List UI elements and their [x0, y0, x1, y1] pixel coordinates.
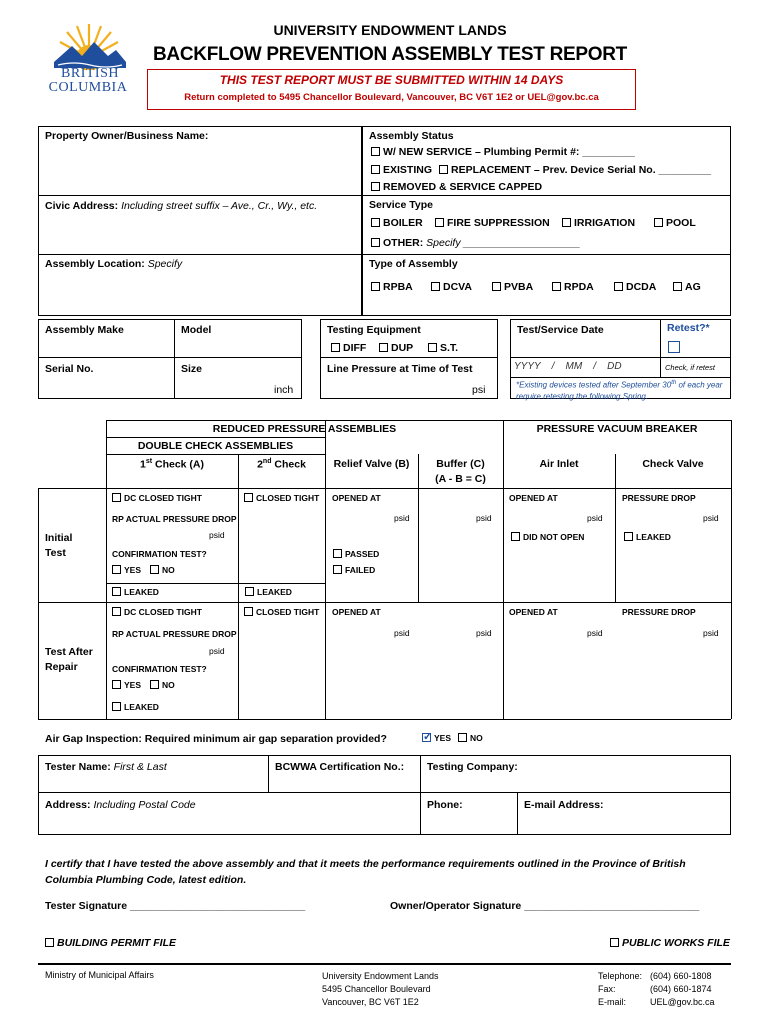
public-works-file[interactable]: PUBLIC WORKS FILE — [610, 937, 730, 949]
initial-check-psid: psid — [703, 513, 719, 523]
checkbox-icon — [112, 493, 121, 502]
checkbox-icon — [331, 343, 340, 352]
service-type-label: Service Type — [369, 199, 434, 211]
owner-name-label[interactable]: Property Owner/Business Name: — [45, 130, 209, 142]
air-gap-yes[interactable]: ✓ YES — [422, 733, 451, 743]
assembly-location-label: Assembly Location: — [45, 258, 145, 270]
owner-box — [38, 126, 362, 316]
email-field[interactable]: E-mail Address: — [524, 799, 604, 811]
type-rpba[interactable]: RPBA — [371, 281, 413, 293]
dup-option[interactable]: DUP — [379, 342, 413, 354]
certification-field[interactable]: BCWWA Certification No.: — [275, 761, 405, 773]
initial-did-not-open[interactable]: DID NOT OPEN — [511, 532, 584, 542]
removed-option[interactable]: REMOVED & SERVICE CAPPED — [371, 181, 542, 193]
return-address-notice: Return completed to 5495 Chancellor Boulevard, Vancouver, BC V6T 1E2 or UEL@gov.bc.ca — [184, 92, 599, 103]
line-pressure-unit: psi — [472, 384, 486, 396]
checkbox-icon — [435, 218, 444, 227]
org-name: UNIVERSITY ENDOWMENT LANDS — [273, 22, 507, 38]
checkbox-icon — [654, 218, 663, 227]
initial-air-psid: psid — [587, 513, 603, 523]
repair-buffer-psid: psid — [476, 628, 492, 638]
rp-header: REDUCED PRESSURE ASSEMBLIES — [212, 423, 397, 435]
dc-header: DOUBLE CHECK ASSEMBLIES — [137, 440, 294, 452]
repair-relief-psid: psid — [394, 628, 410, 638]
buffer-header: Buffer (C) — [436, 458, 485, 470]
phone-field[interactable]: Phone: — [427, 799, 463, 811]
initial-closed-tight[interactable]: CLOSED TIGHT — [244, 493, 319, 503]
retest-checkbox[interactable] — [668, 341, 680, 356]
check-if-retest: Check, if retest — [665, 363, 716, 372]
repair-relief-opened-at[interactable]: OPENED AT — [332, 607, 381, 617]
checkbox-icon — [492, 282, 501, 291]
checkbox-icon — [511, 532, 520, 541]
checkbox-icon — [371, 182, 380, 191]
date-format[interactable]: YYYY / MM / DD — [514, 361, 622, 372]
boiler-option[interactable]: BOILER — [371, 217, 423, 229]
repair-rp-psid: psid — [209, 646, 225, 656]
repair-confirm-yes[interactable]: YES — [112, 680, 141, 690]
size-label[interactable]: Size — [181, 363, 203, 375]
checkbox-icon — [112, 680, 121, 689]
initial-relief-failed[interactable]: FAILED — [333, 565, 375, 575]
relief-valve-header: Relief Valve (B) — [333, 458, 410, 470]
initial-relief-opened-at[interactable]: OPENED AT — [332, 493, 381, 503]
checkbox-icon — [244, 493, 253, 502]
assembly-status-label: Assembly Status — [369, 130, 454, 142]
initial-confirm-yes[interactable]: YES — [112, 565, 141, 575]
checkbox-icon — [371, 282, 380, 291]
testing-company-field[interactable]: Testing Company: — [427, 761, 518, 773]
existing-option[interactable]: EXISTING — [371, 164, 432, 176]
bc-logo — [44, 22, 134, 100]
st-option[interactable]: S.T. — [428, 342, 458, 354]
civic-address-field[interactable] — [45, 200, 317, 212]
initial-dc-closed-tight[interactable]: DC CLOSED TIGHT — [112, 493, 202, 503]
checkbox-icon — [431, 282, 440, 291]
retest-note: *Existing devices tested after September 30th of each year require retesting the following Spring. — [516, 380, 723, 401]
initial-confirm-no[interactable]: NO — [150, 565, 175, 575]
initial-relief-psid: psid — [394, 513, 410, 523]
type-ag[interactable]: AG — [673, 281, 701, 293]
checkbox-icon — [45, 938, 54, 947]
checkbox-icon — [458, 733, 467, 742]
assembly-location-field[interactable] — [45, 258, 182, 270]
initial-test-label: Initial Test — [45, 532, 73, 559]
checkbox-icon — [112, 607, 121, 616]
air-gap-label: Air Gap Inspection: Required minimum air gap separation provided? — [45, 733, 387, 745]
checkbox-icon — [112, 565, 121, 574]
checkbox-icon — [552, 282, 561, 291]
line-pressure-label[interactable]: Line Pressure at Time of Test — [327, 363, 473, 375]
certification-statement: I certify that I have tested the above assembly and that it meets the performance requirements outlined in the Province of British Columbia Plumbing Code, latest edition. — [45, 858, 686, 886]
checkbox-icon — [610, 938, 619, 947]
owner-signature-line[interactable]: Owner/Operator Signature ______________________________ — [390, 900, 700, 912]
checkbox-icon — [673, 282, 682, 291]
repair-rp-actual: RP ACTUAL PRESSURE DROP — [112, 629, 237, 639]
other-option[interactable]: OTHER: Specify ____________________ — [371, 237, 580, 249]
initial-pressure-drop[interactable]: PRESSURE DROP — [622, 493, 696, 503]
type-dcva[interactable]: DCVA — [431, 281, 472, 293]
footer-divider — [38, 963, 731, 965]
footer-contact: Telephone: (604) 660-1808 Fax: (604) 660-1874 E-mail: UEL@gov.bc.ca — [598, 971, 715, 1007]
air-inlet-header: Air Inlet — [539, 458, 579, 470]
testing-equipment-label: Testing Equipment — [327, 324, 421, 336]
checkbox-icon — [668, 341, 680, 353]
repair-air-psid: psid — [587, 628, 603, 638]
checkbox-icon — [379, 343, 388, 352]
buffer-formula: (A - B = C) — [435, 473, 486, 485]
assembly-type-label: Type of Assembly — [369, 258, 458, 270]
initial-relief-passed[interactable]: PASSED — [333, 549, 379, 559]
test-after-repair-label: Test After Repair — [45, 646, 93, 673]
replacement-option[interactable]: REPLACEMENT – Prev. Device Serial No. _________ — [439, 164, 711, 176]
pvb-header: PRESSURE VACUUM BREAKER — [536, 423, 698, 435]
checkbox-icon — [333, 549, 342, 558]
repair-dc-closed-tight[interactable]: DC CLOSED TIGHT — [112, 607, 202, 617]
first-check-header: 1st Check (A) — [139, 458, 204, 471]
checkbox-icon — [244, 607, 253, 616]
checkbox-icon — [624, 532, 633, 541]
bc-sun-mountain-icon — [44, 22, 134, 70]
initial-first-leaked[interactable]: LEAKED — [112, 587, 159, 597]
fire-suppression-option[interactable]: FIRE SUPPRESSION — [435, 217, 550, 229]
initial-second-leaked[interactable]: LEAKED — [245, 587, 292, 597]
repair-check-psid: psid — [703, 628, 719, 638]
civic-address-hint: Including street suffix – Ave., Cr., Wy., etc. — [121, 200, 318, 212]
check-valve-header: Check Valve — [642, 458, 704, 470]
initial-confirmation-test: CONFIRMATION TEST? — [112, 549, 207, 559]
type-rpda[interactable]: RPDA — [552, 281, 594, 293]
logo-text-columbia: COLUMBIA — [48, 80, 128, 95]
tester-signature-line[interactable]: Tester Signature ______________________________ — [45, 900, 306, 912]
initial-rp-psid: psid — [209, 530, 225, 540]
tester-address-field[interactable]: Address: Including Postal Code — [45, 799, 196, 811]
irrigation-option[interactable]: IRRIGATION — [562, 217, 635, 229]
second-check-header: 2nd Check — [257, 458, 306, 471]
initial-rp-actual: RP ACTUAL PRESSURE DROP — [112, 514, 237, 524]
size-unit: inch — [274, 384, 294, 396]
tester-name-field[interactable]: Tester Name: First & Last — [45, 761, 167, 773]
checkbox-icon — [371, 165, 380, 174]
air-gap-no[interactable]: NO — [458, 733, 483, 743]
checkbox-icon — [614, 282, 623, 291]
diff-option[interactable]: DIFF — [331, 342, 366, 354]
checkbox-icon — [371, 238, 380, 247]
checkbox-icon — [371, 218, 380, 227]
type-dcda[interactable]: DCDA — [614, 281, 656, 293]
repair-pressure-drop[interactable]: PRESSURE DROP — [622, 607, 696, 617]
checkbox-icon — [112, 702, 121, 711]
repair-air-opened-at[interactable]: OPENED AT — [509, 607, 558, 617]
checkbox-icon — [428, 343, 437, 352]
repair-confirmation-test: CONFIRMATION TEST? — [112, 664, 207, 674]
footer-address: University Endowment Lands 5495 Chancellor Boulevard Vancouver, BC V6T 1E2 — [322, 971, 439, 1007]
checkbox-icon — [150, 565, 159, 574]
initial-check-leaked[interactable]: LEAKED — [624, 532, 671, 542]
model-label[interactable]: Model — [181, 324, 212, 336]
serial-no-label[interactable]: Serial No. — [45, 363, 94, 375]
repair-first-leaked[interactable]: LEAKED — [112, 702, 159, 712]
checkbox-checked-icon — [422, 733, 431, 742]
type-pvba[interactable]: PVBA — [492, 281, 533, 293]
initial-buffer-psid: psid — [476, 513, 492, 523]
page-title: BACKFLOW PREVENTION ASSEMBLY TEST REPORT — [153, 44, 627, 65]
building-permit-file[interactable]: BUILDING PERMIT FILE — [45, 937, 176, 949]
repair-confirm-no[interactable]: NO — [150, 680, 175, 690]
logo-text-british: BRITISH — [61, 66, 119, 81]
new-service-option[interactable]: W/ NEW SERVICE – Plumbing Permit #: _________ — [371, 146, 635, 158]
checkbox-icon — [112, 587, 121, 596]
civic-address-label: Civic Address: — [45, 200, 119, 212]
test-date-label[interactable]: Test/Service Date — [517, 324, 604, 336]
checkbox-icon — [333, 565, 342, 574]
checkbox-icon — [439, 165, 448, 174]
checkbox-icon — [371, 147, 380, 156]
checkbox-icon — [245, 587, 254, 596]
checkbox-icon — [562, 218, 571, 227]
initial-air-opened-at[interactable]: OPENED AT — [509, 493, 558, 503]
footer-ministry: Ministry of Municipal Affairs — [45, 970, 154, 980]
retest-label: Retest?* — [667, 322, 710, 334]
checkbox-icon — [150, 680, 159, 689]
assembly-location-hint: Specify — [147, 258, 183, 270]
submission-notice: THIS TEST REPORT MUST BE SUBMITTED WITHIN 14 DAYS — [219, 73, 564, 87]
pool-option[interactable]: POOL — [654, 217, 696, 229]
repair-closed-tight[interactable]: CLOSED TIGHT — [244, 607, 319, 617]
assembly-make-label[interactable]: Assembly Make — [45, 324, 124, 336]
